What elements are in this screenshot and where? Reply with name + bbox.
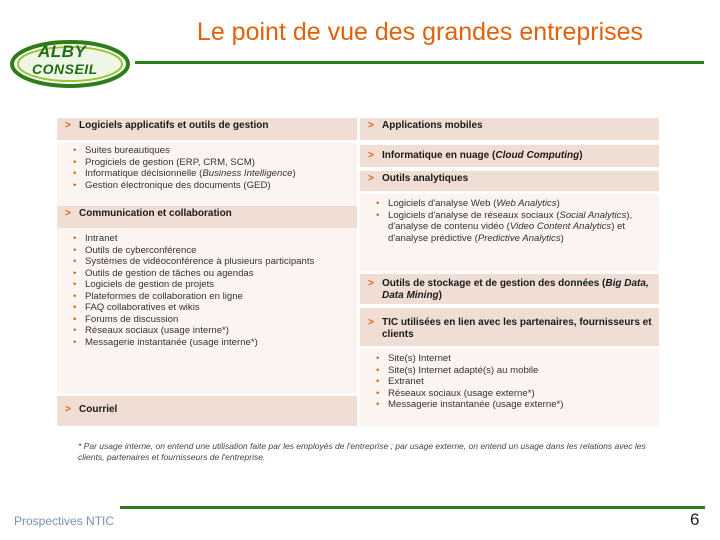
arrow-icon: > — [368, 278, 374, 289]
list-item: • Logiciels de gestion de projets — [85, 279, 353, 291]
logo-line-1: ALBY — [38, 42, 87, 61]
top-divider — [135, 61, 704, 64]
list-item: • Site(s) Internet adapté(s) au mobile — [388, 365, 655, 377]
list-item: • Plateformes de collaboration en ligne — [85, 291, 353, 303]
list-item: • Systèmes de vidéoconférence à plusieurs participants — [85, 256, 353, 268]
header-label: TIC utilisées en lien avec les partenaires, fournisseurs et clients — [382, 317, 652, 340]
list-item: • Outils de gestion de tâches ou agendas — [85, 268, 353, 280]
list-item: • Progiciels de gestion (ERP, CRM, SCM) — [85, 157, 353, 169]
footnote: * Par usage interne, on entend une utilisation faite par les employés de l'entreprise ; par usage externe, on entend un usage dans les relations avec les clients, partenaires et fournisseurs de l'entreprise. — [78, 441, 646, 462]
arrow-icon: > — [65, 404, 71, 415]
list-item: • Messagerie instantanée (usage interne*) — [85, 337, 353, 349]
arrow-icon: > — [368, 317, 374, 328]
list-item: • Site(s) Internet — [388, 353, 655, 365]
header-label: Courriel — [79, 404, 118, 415]
bottom-divider — [120, 506, 705, 509]
slide-title: Le point de vue des grandes entreprises — [196, 18, 644, 46]
arrow-icon: > — [368, 173, 374, 184]
tic-table — [57, 116, 659, 428]
list-item: • Réseaux sociaux (usage externe*) — [388, 388, 655, 400]
arrow-icon: > — [368, 150, 374, 161]
header-partenaires — [360, 308, 659, 346]
header-big-data: > Outils de stockage et de gestion des données (Big Data, Data Mining) — [360, 274, 659, 304]
list-communication — [57, 231, 357, 393]
arrow-icon: > — [65, 120, 71, 131]
list-item: • Extranet — [388, 376, 655, 388]
header-courriel — [57, 396, 357, 426]
list-item: • Outils de cyberconférence — [85, 245, 353, 257]
list-item: • FAQ collaboratives et wikis — [85, 302, 353, 314]
list-item: • Forums de discussion — [85, 314, 353, 326]
list-item: • Informatique décisionnelle (Business Intelligence) — [85, 168, 353, 180]
company-logo — [8, 36, 136, 92]
list-item: • Logiciels d'analyse de réseaux sociaux (Social Analytics), d'analyse de contenu vidéo (Video Content Analytics) et d'analyse prédictive (Predictive Analytics) — [388, 210, 655, 245]
header-cloud: > Informatique en nuage (Cloud Computing) — [360, 145, 659, 167]
header-label: Applications mobiles — [382, 120, 483, 131]
header-label: Outils analytiques — [382, 173, 469, 184]
footer-label: Prospectives NTIC — [14, 514, 115, 528]
arrow-icon: > — [65, 208, 71, 219]
list-item: • Intranet — [85, 233, 353, 245]
list-analytiques — [360, 194, 659, 271]
arrow-icon: > — [368, 120, 374, 131]
list-item: • Messagerie instantanée (usage externe*) — [388, 399, 655, 411]
list-item: • Suites bureautiques — [85, 145, 353, 157]
list-partenaires — [360, 349, 659, 426]
header-label: Logiciels applicatifs et outils de gestion — [79, 120, 269, 131]
list-item: • Gestion électronique des documents (GED) — [85, 180, 353, 192]
header-communication — [57, 206, 357, 228]
header-applications-mobiles — [360, 118, 659, 140]
page-number: 6 — [690, 510, 700, 529]
header-analytiques — [360, 171, 659, 191]
header-label: Communication et collaboration — [79, 208, 232, 219]
list-item: • Réseaux sociaux (usage interne*) — [85, 325, 353, 337]
logo-line-2: CONSEIL — [32, 61, 98, 77]
list-item: • Logiciels d'analyse Web (Web Analytics) — [388, 198, 655, 210]
header-applications-gestion — [57, 118, 357, 140]
